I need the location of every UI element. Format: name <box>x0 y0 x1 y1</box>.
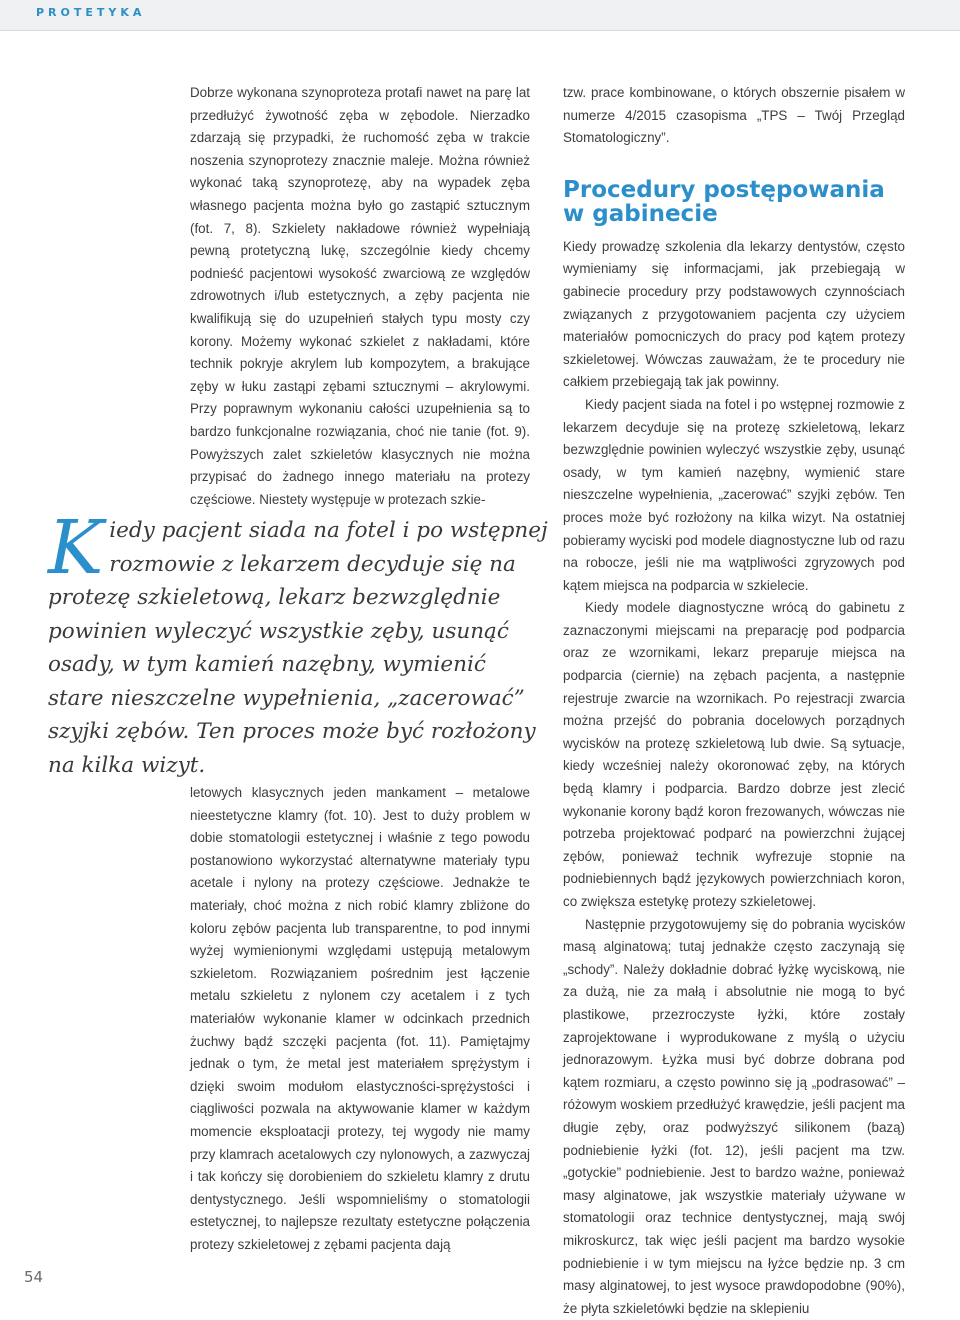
section-label: PROTETYKA <box>36 6 146 19</box>
pull-quote-text: iedy pacjent siada na fotel i po wstępnej rozmowie z lekarzem decyduje się na protezę szkieletową, lekarz bezwzględnie powinien wyleczyć wszystkie zęby, usunąć osady, w tym kamień nazębny, wymienić stare nieszczelne wypełnienia, „zacerować” szyjki zębów. Ten proces może być rozłożony na kilka wizyt. <box>48 518 548 778</box>
drop-cap: K <box>48 505 104 591</box>
intro-paragraph: tzw. prace kombinowane, o których obszernie pisałem w numerze 4/2015 czasopisma „TPS – Twój Przegląd Stomatologiczny”. <box>563 85 905 146</box>
paragraph: Dobrze wykonana szynoproteza protafi nawet na parę lat przedłużyć żywotność zęba w zębodole. Nierzadko zdarzają się przypadki, że ruchomość zęba w trakcie noszenia szynoprotezy znacznie maleje. Można również wykonać taką szynoprotezę, aby na wypadek zęba własnego pacjenta można było go zastąpić sztucznym (fot. 7, 8). Szkielety nakładowe również wypełniają pewną protetyczną lukę, szczególnie kiedy chcemy podnieść pacjentowi wysokość zwarciową ze względów zdrowotnych i/lub estetycznych, a zęby pacjenta nie kwalifikują się do uzupełnień stałych typu mosty czy korony. Możemy wykonać szkielet z nakładami, które technik pokryje akrylem lub kompozytem, a brakujące zęby w łuku zastąpi zębami sztucznymi – akrylowymi. Przy poprawnym wykonaniu całości uzupełnienia są to bardzo funkcjonalne rozwiązania, choć nie tanie (fot. 9). Powyższych zalet szkieletów klasycznych nie można przypisać do żadnego innego materiału na protezy częściowe. Niestety występuje w protezach szkie- <box>190 85 530 507</box>
paragraph: letowych klasycznych jeden mankament – metalowe nieestetyczne klamry (fot. 10). Jest to duży problem w dobie stomatologii estetycznej i właśnie z tego powodu postanowiono wykorzystać alternatywne materiały typu acetale i nylony na protezy częściowe. Jednakże te materiały, choć można z nich robić klamry zbliżone do koloru zębów pacjenta lub transparentne, to pod innymi wyżej wymienionymi względami ustępują metalowym szkieletom. Rozwiązaniem pośrednim jest łączenie metalu szkieletu z nylonem czy acetalem i z tych materiałów wykonanie klamer w odcinkach przednich żuchwy bądź szczęki pacjenta (fot. 11). Pamiętajmy jednak o tym, że metal jest materiałem sprężystym i dzięki swoim modułom elastyczności-sprężystości i ciągliwości pozwala na aktywowanie klamer w każdym momencie eksploatacji protezy, tej wygody nie mamy przy klamrach acetalowych czy nylonowych, a zazwyczaj i tak kończy się dorobieniem do szkieletu klamry z drutu dentystycznego. Jeśli wspomnieliśmy o stomatologii estetycznej, to najlepsze rezultaty estetyczne połączenia protezy szkieletowej z zębami pacjenta dają <box>190 785 530 1252</box>
column-1-bottom <box>190 782 530 1256</box>
page-number: 54 <box>24 1268 44 1286</box>
paragraph: Kiedy prowadzę szkolenia dla lekarzy dentystów, często wymieniamy się informacjami, jak przebiegają w gabinecie procedury przy podstawowych czynnościach związanych z przygotowaniem pacjenta czy użyciem materiałów pomocniczych do pracy pod kątem protezy szkieletowej. Wówczas zauważam, że te procedury nie całkiem przebiegają tak jak powinny. <box>563 238 905 390</box>
paragraph: Następnie przygotowujemy się do pobrania wycisków masą alginatową; tutaj jednakże często zaczynają się „schody”. Należy dokładnie dobrać łyżkę wyciskową, nie za dużą, nie za małą i absolutnie nie mogą to być plastikowe, przezroczyste łyżki, które zostały zaprojektowane i wyprodukowane z myślą o użyciu jednorazowym. Łyżka musi być dobrze dobrana pod kątem rozmiaru, a często powinno się ją „podrasować” – różowym woskiem przedłużyć krawędzie, jeśli pacjent ma długie zęby, oraz podwyższyć silikonem (bazą) podniebienie łyżki (fot. 12), jeśli pacjent ma tzw. „gotyckie” podniebienie. Jest to bardzo ważne, ponieważ masy alginatowe, jak wszystkie materiały używane w stomatologii oraz technice dentystycznej, mają swój mikroskurcz, tak więc jeśli pacjent ma bardzo wysokie podniebienie i w tym miejscu na łyżce będzie np. 3 cm masy alginatowej, to jest wysoce prawdopodobne (90%), że płyta szkieletówki będzie na sklepieniu <box>563 916 905 1316</box>
paragraph: Kiedy modele diagnostyczne wrócą do gabinetu z zaznaczonymi miejscami na preparację pod podparcia oraz ze wzornikami, lekarz preparuje miejsca na podparcia (ciernie) na zębach pacjenta, a następnie rejestruje zwarcie na wzornikach. Po rejestracji zwarcia można przejść do pobrania docelowych porządnych wycisków na protezę szkieletową lub dwie. Są sytuacje, kiedy wcześniej należy okoronować zęby, na których będą klamry i podparcia. Bardzo dobrze jest zlecić wykonanie korony bądź koron frezowanych, wówczas nie potrzeba projektować podparć na powierzchni żującej zębów, ponieważ technik wyfrezuje stopnie na podniebiennych bądź językowych powierzchniach koron, co zwiększa estetykę protezy szkieletowej. <box>563 600 905 909</box>
pull-quote <box>48 505 548 782</box>
column-2 <box>563 82 905 1320</box>
paragraph: Kiedy pacjent siada na fotel i po wstępnej rozmowie z lekarzem decyduje się na protezę szkieletową, lekarz bezwzględnie powinien wyleczyć wszystkie zęby, usunąć osady, w tym kamień nazębny, wymienić stare nieszczelne wypełnienia, „zacerować” szyjki zębów. Ten proces może być rozłożony na kilka wizyt. Na ostatniej pobieramy wyciski pod modele diagnostyczne lub od razu na robocze, jeśli nie ma wątpliwości zgryzowych pod kątem miejsca na podparcia w szkielecie. <box>563 396 905 593</box>
header-bar <box>0 0 960 31</box>
section-heading: Procedury postępowania w gabinecie <box>563 176 885 227</box>
column-1-top <box>190 82 530 511</box>
